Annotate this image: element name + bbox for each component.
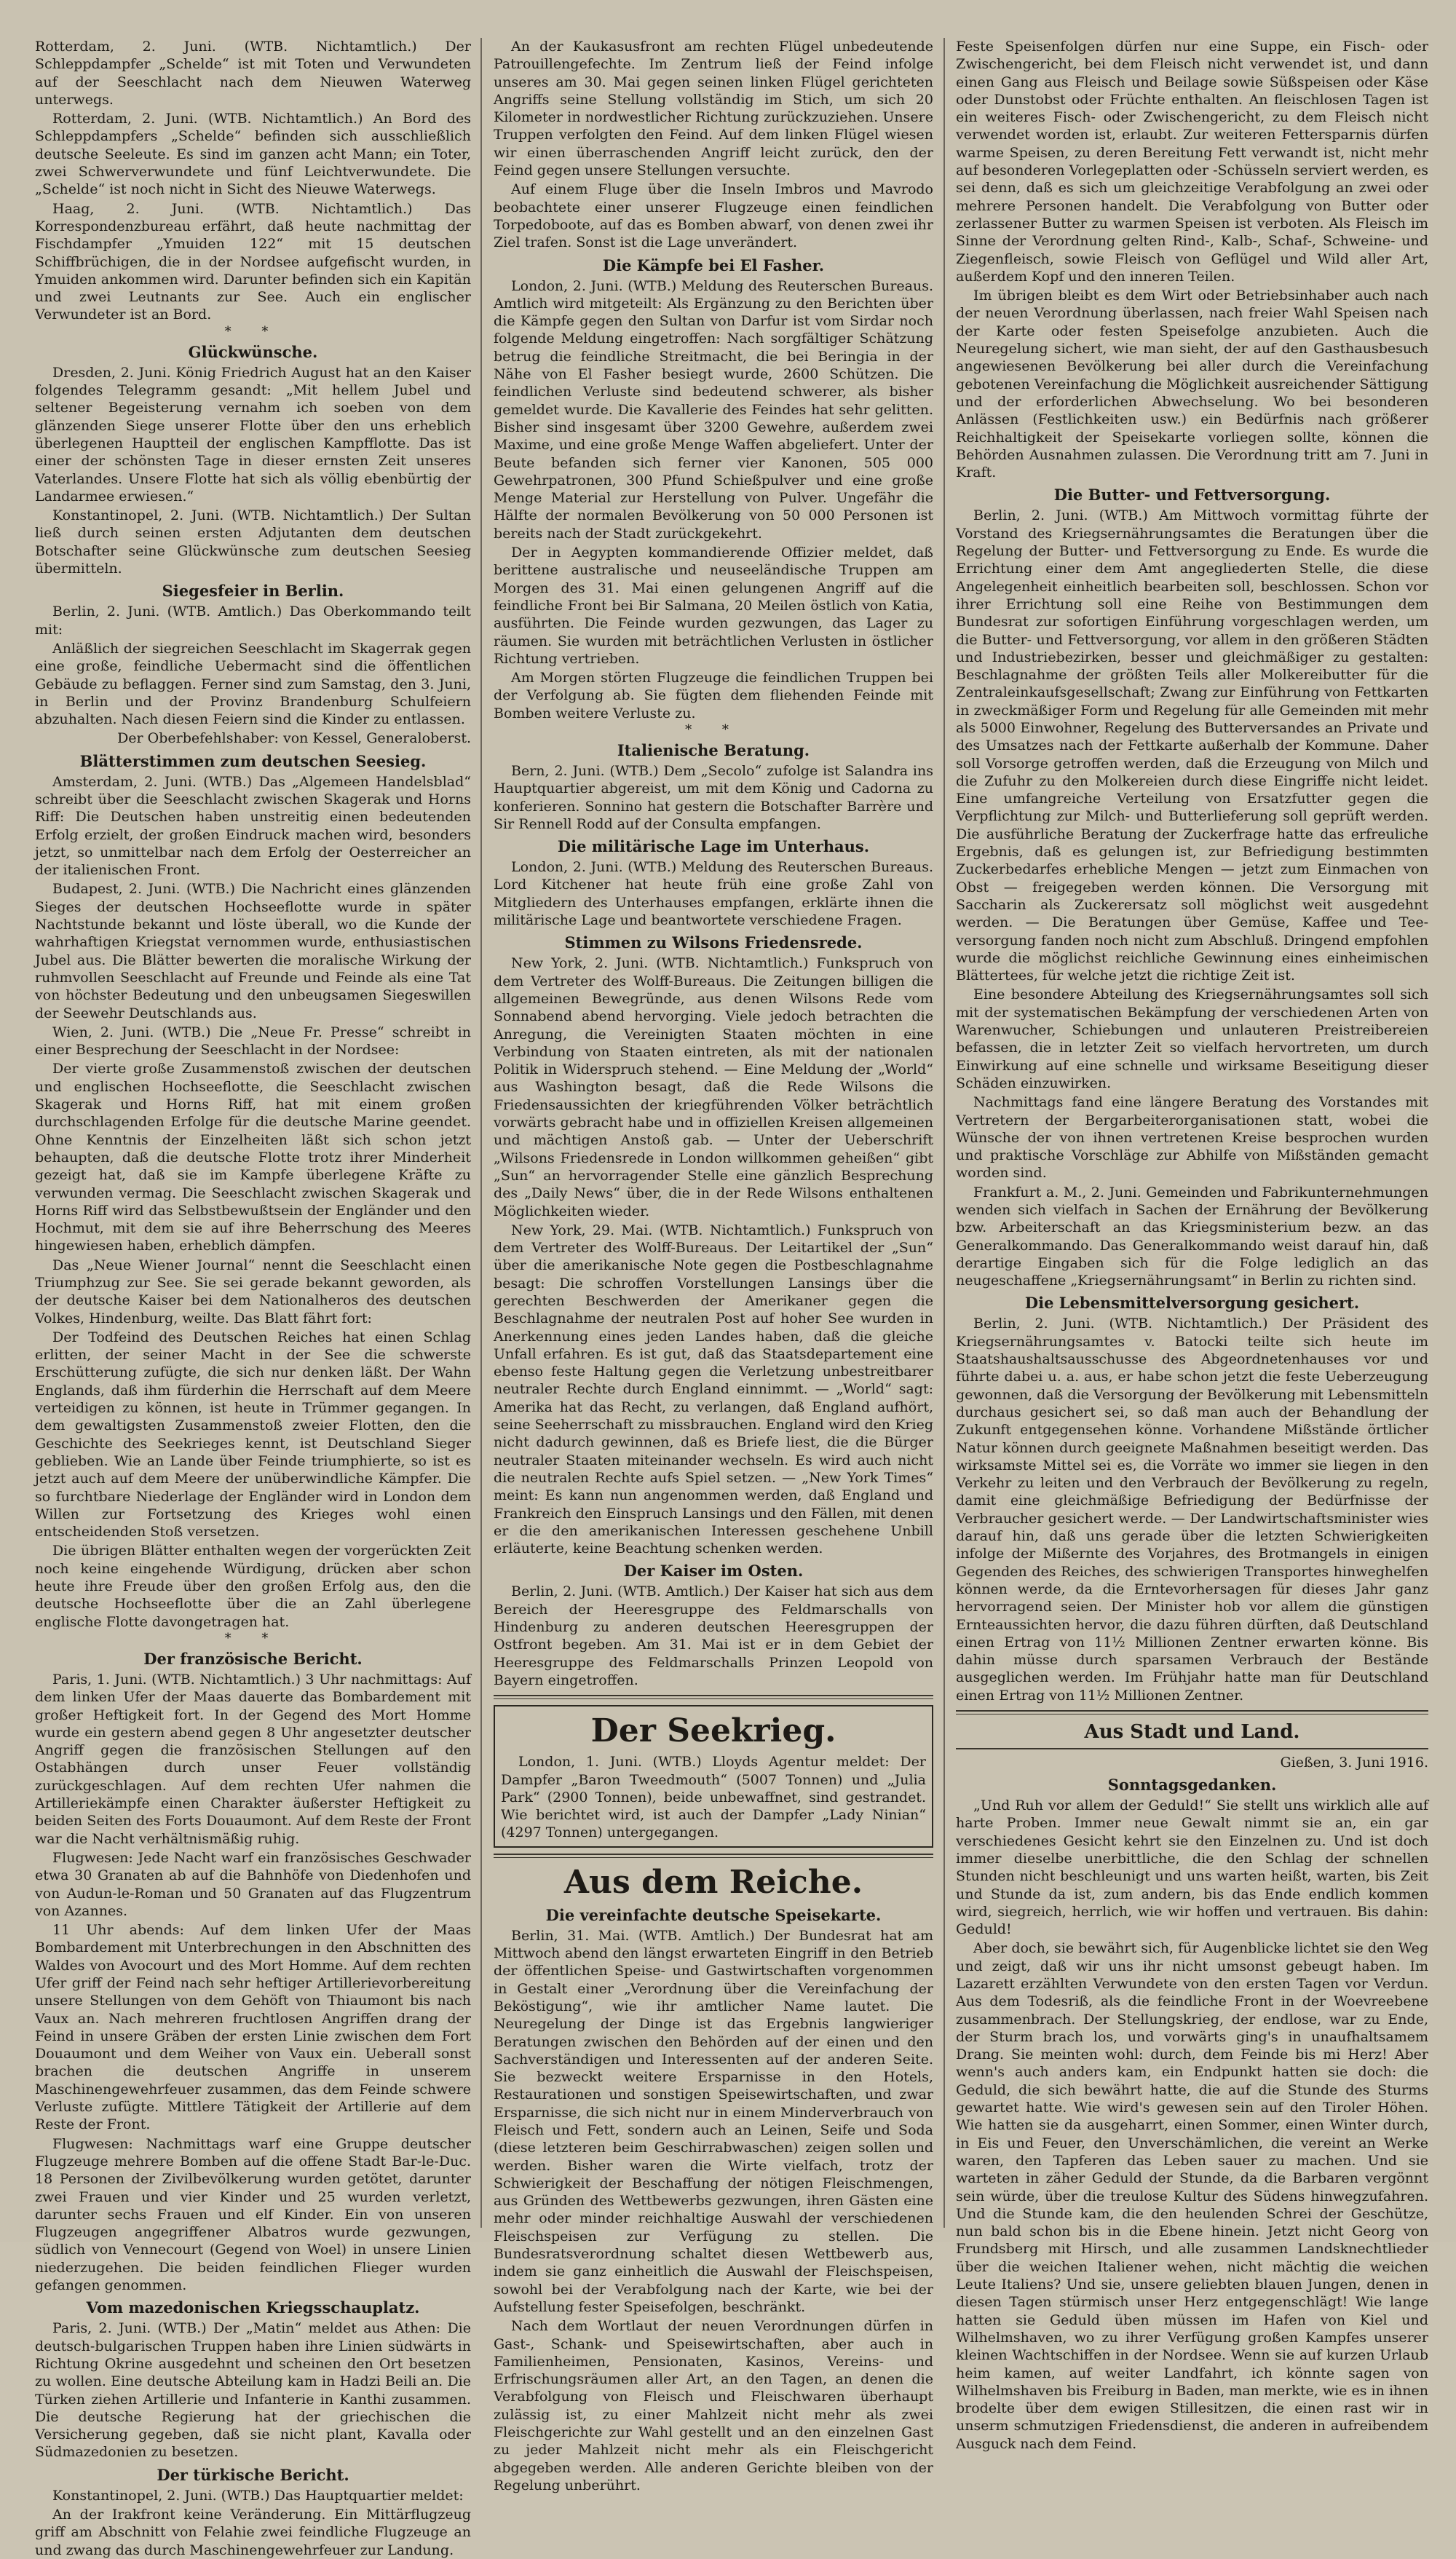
article-paragraph: Der vierte große Zusammenstoß zwischen der deutschen und englischen Hochseeflotte, die Seeschlacht zwischen Skagerak und Horns Riff, hat mit einem großen durchschlagenden Erfolge für die deutsche Marine geendet. Ohne Kenntnis der Einzelheiten läßt sich schon jetzt behaupten, daß die deutsche Flotte trotz ihrer Minderheit gezeigt hat, daß sie im Kampfe überlegene Kräfte zu verwunden vermag. Die Seeschlacht zwischen Skagerak und Horns Riff wird das Selbstbewußtsein der Engländer und den Hochmut, mit dem sie auf ihre Beherrschung des Meeres hingewiesen haben, erheblich dämpfen.	[35, 1061, 471, 1254]
separator-stars: * *	[685, 721, 742, 737]
headline-blaetterstimmen: Blätterstimmen zum deutschen Seesieg.	[79, 751, 427, 770]
article-paragraph: Flugwesen: Jede Nacht warf ein französisches Geschwader etwa 30 Granaten ab auf die Bahnhöfe von Diedenhofen und von Audun-le-Roman und 50 Granaten auf das Flugzentrum von Azannes.	[35, 1849, 471, 1919]
article-paragraph: Rotterdam, 2. Juni. (WTB. Nichtamtlich.) Der Schleppdampfer „Schelde“ ist mit Toten und Verwundeten auf der Seeschlacht nach dem Nieuwen Waterweg unterwegs.	[35, 39, 471, 108]
section-rule	[494, 1695, 933, 1699]
seekrieg-box	[494, 1705, 933, 1847]
article-paragraph: London, 2. Juni. (WTB.) Meldung des Reuterschen Bureaus. Lord Kitchener hat heute früh eine große Zahl von Mitgliedern des Unterhauses empfangen, erklärte ihnen die militärische Lage und beantwortete verschiedene Fragen.	[494, 859, 933, 929]
article-paragraph: Haag, 2. Juni. (WTB. Nichtamtlich.) Das Korrespondenzbureau erfährt, daß heute nachmittag der Fischdampfer „Ymuiden 122“ mit 15 deutschen Schiffbrüchigen, die in der Nordsee aufgefischt wurden, in Ymuiden ankommen wird. Darunter befinden sich ein Kapitän und zwei Leutnants zur See. Auch ein englischer Verwundeter ist an Bord.	[35, 200, 471, 323]
headline-kaiser-im-osten: Der Kaiser im Osten.	[623, 1562, 804, 1581]
article-paragraph: Wien, 2. Juni. (WTB.) Die „Neue Fr. Presse“ schreibt in einer Besprechung der Seeschlacht in der Nordsee:	[35, 1024, 471, 1059]
headline-glueckwuensche: Glückwünsche.	[188, 342, 318, 361]
article-paragraph: An der Kaukasusfront am rechten Flügel unbedeutende Patrouillengefechte. Im Zentrum ließ der Feind infolge unseres am 30. Mai gegen seinen linken Flügel gerichteten Angriffs seine Stellung vollständig im Stich, um sich 20 Kilometer in nordwestlicher Richtung zurückzuziehen. Unsere Truppen verfolgten den Feind. Auf dem linken Flügel wiesen wir einen überraschenden Angriff leicht zurück, den der Feind gegen unsere Stellungen versuchte.	[494, 39, 933, 179]
section-rule	[956, 1710, 1428, 1714]
article-paragraph: Der Todfeind des Deutschen Reiches hat einen Schlag erlitten, der seiner Macht in der See die schwerste Erschütterung zufügte, die sich nur denken läßt. Der Wahn Englands, daß ihm fürderhin die Herrschaft auf dem Meere verteidigen zu können, ist heute in Trümmer gegangen. In dem gewaltigsten Zusammenstoß zweier Flotten, den die Geschichte des Seekrieges kennt, ist Deutschland Sieger geblieben. Wie an Lande über Feinde triumphierte, so ist es jetzt auch auf dem Meere der unüberwindliche Kämpfer. Die so furchtbare Niederlage der Engländer wird in London dem Willen zur Fortsetzung des Krieges wohl einen entscheidenden Stoß versetzen.	[35, 1329, 471, 1540]
headline-mazedonien: Vom mazedonischen Kriegsschauplatz.	[86, 2298, 420, 2317]
article-paragraph: Im übrigen bleibt es dem Wirt oder Betriebsinhaber auch nach der neuen Verordnung überlassen, nach freier Wahl Speisen nach der Karte oder festen Speisefolge anzubieten. Auch die Neuregelung sichert, wie man sieht, der auf den Gasthausbesuch angewiesenen Bevölkerung bei aller durch die Vereinfachung gebotenen Vereinfachung die Möglichkeit ausreichender Sättigung und der erforderlichen Abwechselung. Wo bei besonderen Anlässen (Festlichkeiten usw.) ein Bedürfnis nach größerer Reichhaltigkeit der Speisekarte vorliegen sollte, können die Behörden Ausnahmen zulassen. Die Verordnung tritt am 7. Juni in Kraft.	[956, 288, 1428, 481]
headline-speisekarte: Die vereinfachte deutsche Speisekarte.	[545, 1905, 882, 1924]
article-paragraph: Eine besondere Abteilung des Kriegsernährungsamtes soll sich mit der systematischen Bekämpfung der verschiedenen Arten von Warenwucher, Schiebungen und unlauteren Preistreibereien befassen, die in letzter Zeit so vielfach hervortreten, um durch Einwirkung auf eine schnelle und wirksame Beseitigung dieser Schäden einzuwirken.	[956, 986, 1428, 1091]
section-rule	[956, 1748, 1428, 1749]
headline-stadt-und-land: Aus Stadt und Land.	[1084, 1721, 1300, 1744]
article-paragraph: New York, 29. Mai. (WTB. Nichtamtlich.) Funkspruch von dem Vertreter des Wolff-Bureaus. Der Leitartikel der „Sun“ über die amerikanische Note gegen die Postbeschlagnahme besagt: Die schroffen Vorstellungen Lansings über die gerechten Beschwerden der Amerikaner gegen die Beschlagnahme der neutralen Post auf hoher See wurden in Anerkennung eines jeden Landes haben, daß die gleiche Unfall erfahren. Es ist gut, daß das Staatsdepartement eine ebenso feste Haltung gegen die Verletzung unbestreitbarer neutraler Rechte durch England einnimmt. — „World“ sagt: Amerika hat das Recht, zu verlangen, daß England aufhört, seine Seeherrschaft zu missbrauchen. England wird den Krieg nicht dadurch gewinnen, daß es Briefe liest, die die Bürger neutraler Staaten miteinander wechseln. Es wird auch nicht die neutralen Rechte aufs Spiel setzen. — „New York Times“ meint: Es kann nun angenommen werden, daß England und Frankreich den Einspruch Lansings und den Fällen, mit denen er die den amerikanischen Interessen geschehene Unbill erläuterte, keine Beachtung schenken werden.	[494, 1222, 933, 1557]
article-paragraph: Feste Speisenfolgen dürfen nur eine Suppe, ein Fisch- oder Zwischengericht, bei dem Fleisch nicht verwendet ist, und dann einen Gang aus Fleisch und Beilage sowie Süßspeisen oder Käse oder Dunstobst oder Früchte enthalten. An fleischlosen Tagen ist ein weiteres Fisch- oder Zwischengericht, zu dem Fleisch nicht verwendet worden ist, erlaubt. Zur weiteren Fettersparnis dürfen warme Speisen, zu deren Bereitung Fett verwandt ist, nicht mehr auf besonderen Vorlegeplatten oder -Schüsseln serviert werden, es sei denn, daß es sich um gleichzeitige Verabfolgung an zwei oder mehrere Personen handelt. Die Verabfolgung von Butter oder zerlassener Butter zu warmen Speisen ist verboten. Als Fleisch im Sinne der Verordnung gelten Rind-, Kalb-, Schaf-, Schweine- und Ziegenfleisch, sowie Fleisch von Geflügel und Wild aller Art, außerdem Kopf und den inneren Teilen.	[956, 39, 1428, 285]
headline-butter-fett: Die Butter- und Fettversorgung.	[1053, 486, 1331, 505]
article-paragraph: „Und Ruh vor allem der Geduld!“ Sie stellt uns wirklich alle auf harte Proben. Immer neue Gewalt nimmt sie an, ein gar verschiedenes Gesicht kehrt sie den Einzelnen zu. Und ist doch immer dieselbe unerbittliche, die den Schlag der schnellen Stunden nicht beschleunigt und uns warten heißt, warten, bis Zeit und Stunde da ist, zum andern, bis das Ende endlich kommen wird, siegreich, herrlich, wie wir hoffen und vertrauen. Bis dahin: Geduld!	[956, 1797, 1428, 1938]
article-paragraph: Konstantinopel, 2. Juni. (WTB. Nichtamtlich.) Der Sultan ließ durch seinen ersten Adjutanten dem deutschen Botschafter seine Glückwünsche zum deutschen Seesieg übermitteln.	[35, 507, 471, 577]
headline-siegesfeier: Siegesfeier in Berlin.	[162, 582, 344, 601]
column-2	[488, 38, 939, 2493]
section-rule	[494, 1854, 933, 1858]
headline-sonntagsgedanken: Sonntagsgedanken.	[1107, 1776, 1277, 1795]
column-3	[950, 38, 1434, 2452]
signature-line: Der Oberbefehlshaber: von Kessel, Generaloberst.	[117, 730, 471, 747]
article-paragraph: London, 1. Juni. (WTB.) Lloyds Agentur meldet: Der Dampfer „Baron Tweedmouth“ (5007 Tonnen) und „Julia Park“ (2900 Tonnen), beide unbewaffnet, sind gestrandet. Wie berichtet wird, ist auch der Dampfer „Lady Ninian“ (4297 Tonnen) untergegangen.	[501, 1754, 926, 1841]
article-paragraph: Paris, 2. Juni. (WTB.) Der „Matin“ meldet aus Athen: Die deutsch-bulgarischen Truppen haben ihre Linien südwärts in Richtung Okrine ausgedehnt und scheinen den Ort besetzen zu wollen. Eine deutsche Abteilung kam in Hadzi Beili an. Die Türken ziehen Artillerie und Infanterie in Kanthi zusammen. Die deutsche Regierung hat der griechischen die Versicherung gegeben, daß sie nicht plant, Kavalla oder Südmazedonien zu besetzen.	[35, 2320, 471, 2461]
headline-el-fasher: Die Kämpfe bei El Fasher.	[602, 256, 825, 274]
article-paragraph: Berlin, 2. Juni. (WTB. Amtlich.) Der Kaiser hat sich aus dem Bereich der Heeresgruppe des Feldmarschalls von Hindenburg zu anderen deutschen Heeresgruppen der Ostfront begeben. Am 31. Mai ist er in dem Gebiet der Heeresgruppe des Feldmarschalls Prinzen Leopold von Bayern eingetroffen.	[494, 1583, 933, 1688]
article-paragraph: London, 2. Juni. (WTB.) Meldung des Reuterschen Bureaus. Amtlich wird mitgeteilt: Als Ergänzung zu den Berichten über die Kämpfe gegen den Sultan von Darfur ist vom Sirdar noch folgende Meldung eingetroffen: Nach sorgfältiger Schätzung betrug die feindliche Streitmacht, die bei Beringia in der Nähe von El Fasher besiegt wurde, 2600 Schützen. Die feindlichen Verluste sind bedeutend schwerer, als bisher gemeldet wurde. Die Kavallerie des Feindes hat sehr gelitten. Bisher sind insgesamt über 3200 Gewehre, außerdem zwei Maxime, und eine große Menge Waffen abgeliefert. Unter der Beute befanden sich ferner vier Kanonen, 505 000 Gewehrpatronen, 300 Pfund Schießpulver und eine große Menge Material zur Herstellung von Pulver. Ungefähr die Hälfte der normalen Bevölkerung von 50 000 Personen ist bereits nach der Stadt zurückgekehrt.	[494, 277, 933, 542]
article-paragraph: Paris, 1. Juni. (WTB. Nichtamtlich.) 3 Uhr nachmittags: Auf dem linken Ufer der Maas dauerte das Bombardement mit großer Heftigkeit fort. In der Gegend des Mort Homme wurde ein gestern abend gegen 8 Uhr angesetzter deutscher Angriff gegen die französischen Stellungen auf den Ostabhängen durch unser Feuer vollständig zurückgeschlagen. Auf dem rechten Ufer nahmen die Artilleriekämpfe einen Charakter äußerster Heftigkeit zu beiden Seiten des Forts Douaumont. Auf dem Reste der Front war die Nacht verhältnismäßig ruhig.	[35, 1671, 471, 1847]
separator-stars: * *	[224, 323, 282, 339]
article-paragraph: Frankfurt a. M., 2. Juni. Gemeinden und Fabrikunternehmungen wenden sich vielfach in Sachen der Ernährung der Bevölkerung bzw. Arbeiterschaft an das Kriegsministerium bezw. an das Generalkommando. Das Generalkommando weist darauf hin, daß derartige Eingaben sich für die Folge lediglich an das neugeschaffene „Kriegsernährungsamt“ in Berlin zu richten sind.	[956, 1184, 1428, 1289]
article-paragraph: Aber doch, sie bewährt sich, für Augenblicke lichtet sie den Weg und zeigt, daß wir uns ihr nicht umsonst gebeugt haben. Im Lazarett erzählten Verwundete von den ersten Tagen vor Verdun. Aus dem Todesriß, als die feindliche Front in der Woevreebene zusammenbrach. Der Stellungskrieg, der endlose, war zu Ende, der Sturm brach los, und vorwärts ging's in unaufhaltsamem Drang. Sie meinten wohl: durch, dem Feinde bis mi Herz! Aber wenn's auch anders kam, ein Endpunkt hatten sie doch: die Geduld, die sich bewährt hatte, die auf die Stunde des Sturms gewartet hatte. Wie wird's gewesen sein auf den Tiroler Höhen. Wie hatten sie da ausgeharrt, einen Sommer, einen Winter durch, in Eis und Feuer, den Unverschämlichen, die vereint an Werke waren, den Tapferen das Leben sauer zu machen. Und sie warteten in zäher Geduld der Stunde, da die Barbaren vergönnt sein würde, über die treulose Kultur des Südens hinwegzufahren. Und die Stunde kam, die den heulenden Schrei der Geschütze, nun bald schon bis in die Ebene hinein. Jetzt nicht Georg von Frundsberg mit Hirsch, und alle zusammen Landsknechtlieder über die weichen Italiener wehen, nicht mächtig die weichen Leute Italiens? Und sie, unsere geliebten blauen Jungen, denen in diesen Tagen stürmisch unser Herz entgegenschlägt! Wie lange hatten sie Geduld üben müssen im Hafen von Kiel und Wilhelmshaven, wo zu ihrer Verfügung großen Kampfes unserer kleinen Wachtschiffen in der Nordsee. Wenn sie auf kurzen Urlaub heim kamen, auf weiter Landfahrt, ich könnte sagen von Wilhelmshaven bis Freiburg in Baden, man merkte, wie es in ihnen brodelte über dem ewigen Stillesitzen, die einen rast wir in unserm schmutzigen Friedensdienst, die anderen in aufreibendem Ausguck nach dem Feind.	[956, 1940, 1428, 2452]
article-paragraph: Berlin, 2. Juni. (WTB. Amtlich.) Das Oberkommando teilt mit:	[35, 604, 471, 638]
headline-lebensmittel: Die Lebensmittelversorgung gesichert.	[1024, 1294, 1360, 1313]
article-paragraph: Budapest, 2. Juni. (WTB.) Die Nachricht eines glänzenden Sieges der deutschen Hochseeflotte wurde in später Nachtstunde bekannt und löste überall, wo die Kunde der wahrhaftigen Kriegstat vernommen wurde, enthusiastischen Jubel aus. Die Blätter bewerten die moralische Wirkung der ruhmvollen Seeschlacht auf Freunde und Feinde als eine Tat von höchster Bedeutung und den unbeugsamen Siegeswillen der Seewehr Deutschlands aus.	[35, 881, 471, 1021]
article-paragraph: Die übrigen Blätter enthalten wegen der vorgerückten Zeit noch keine eingehende Würdigung, drücken aber schon heute ihre Freude über den großen Erfolg aus, den die deutsche Hochseeflotte über die an Zahl überlegene englische Flotte davongetragen hat.	[35, 1543, 471, 1630]
headline-tuerkischer-bericht: Der türkische Bericht.	[157, 2465, 349, 2484]
column-rule	[480, 38, 482, 2228]
headline-seekrieg: Der Seekrieg.	[590, 1712, 836, 1750]
article-paragraph: Amsterdam, 2. Juni. (WTB.) Das „Algemeen Handelsblad“ schreibt über die Seeschlacht zwischen Skagerak und Horns Riff: Die Deutschen haben unstreitig einen bedeutenden Erfolg erzielt, der großen Eindruck machen wird, besonders jetzt, so unmittelbar nach dem Erfolg der Oesterreicher an der italienischen Front.	[35, 773, 471, 879]
column-1	[29, 38, 477, 2558]
article-paragraph: Berlin, 2. Juni. (WTB. Nichtamtlich.) Der Präsident des Kriegsernährungsamtes v. Batocki teilte sich heute im Staatshaushaltsausschusse des Abgeordnetenhauses vor und führte dabei u. a. aus, er habe schon jetzt die feste Ueberzeugung gewonnen, daß die Versorgung der Bevölkerung mit Lebensmitteln durchaus gesichert sei, so daß man auch der Behandlung der Zukunft entgegensehen könne. Vorhandene Mißstände örtlicher Natur können durch geeignete Maßnahmen beseitigt werden. Das wirksamste Mittel sei es, die Vorräte wo immer sie liegen in den Verkehr zu leiten und den Verbrauch der Bevölkerung zu regeln, damit eine gleichmäßige Befriedigung der Bedürfnisse der Verbraucher gesichert werde. — Der Landwirtschaftsminister wies darauf hin, daß uns gerade über die letzten Schwierigkeiten infolge der Mißernte des Vorjahres, des Brotmangels in einigen Gegenden des Reiches, des schwierigen Transportes hinweghelfen können werde, da die Erntevorhersagen für dieses Jahr ganz hervorragend seien. Der Minister hob vor allem die günstigen Ernteaussichten hervor, die dazu führen dürften, daß Deutschland einen Ertrag von 11½ Millionen Zentner erwarten könne. Bis dahin müsse durch sparsamen Verbrauch der Bestände ausgeglichen werden. Im Frühjahr hatte man für Deutschland einen Ertrag von 11½ Millionen Zentner.	[956, 1316, 1428, 1704]
headline-franzoesischer-bericht: Der französische Bericht.	[143, 1649, 363, 1668]
article-paragraph: Der in Aegypten kommandierende Offizier meldet, daß berittene australische und neuseeländische Truppen am Morgen des 31. Mai einen gelungenen Angriff auf die feindliche Front bei Bir Salmana, 20 Meilen östlich von Katia, ausführten. Die Feinde wurden gezwungen, das Lager zu räumen. Sie wurden mit beträchtlichen Verlusten in östlicher Richtung vertrieben.	[494, 545, 933, 667]
article-paragraph: Flugwesen: Nachmittags warf eine Gruppe deutscher Flugzeuge mehrere Bomben auf die offene Stadt Bar-le-Duc. 18 Personen der Zivilbevölkerung wurden getötet, darunter zwei Frauen und vier Kinder und 25 wurden verletzt, darunter sechs Frauen und elf Kinder. Ein von unseren Flugzeugen angegriffener Albatros wurde gezwungen, südlich von Vennecourt (Gegend von Woel) in unsere Linien niederzugehen. Die beiden feindlichen Flieger wurden gefangen genommen.	[35, 2135, 471, 2294]
article-paragraph: Konstantinopel, 2. Juni. (WTB.) Das Hauptquartier meldet:	[52, 2487, 464, 2504]
headline-wilson: Stimmen zu Wilsons Friedensrede.	[564, 933, 863, 952]
headline-unterhaus: Die militärische Lage im Unterhaus.	[557, 837, 870, 856]
article-paragraph: Nach dem Wortlaut der neuen Verordnungen dürfen in Gast-, Schank- und Speisewirtschaften, aber auch in Familienheimen, Pensionaten, Kasinos, Vereins- und Erfrischungsräumen aller Art, an den Tagen, an denen die Verabfolgung von Fleisch und Fleischwaren überhaupt zulässig ist, zu einer Mahlzeit nicht mehr als zwei Fleischgerichte zur Wahl gestellt und an den einzelnen Gast zu jeder Mahlzeit nicht mehr als ein Fleischgericht abgegeben werden. Alle anderen Gerichte bleiben von der Regelung unberührt.	[494, 2318, 933, 2493]
headline-aus-dem-reiche: Aus dem Reiche.	[563, 1863, 863, 1901]
article-paragraph: Bern, 2. Juni. (WTB.) Dem „Secolo“ zufolge ist Salandra ins Hauptquartier abgereist, um mit dem König und Cadorna zu konferieren. Sonnino hat gestern die Botschafter Barrère und Sir Rennell Rodd auf der Consulta empfangen.	[494, 762, 933, 832]
article-paragraph: Nachmittags fand eine längere Beratung des Vorstandes mit Vertretern der Bergarbeiterorganisationen statt, wobei die Wünsche der von ihnen vertretenen Kreise besprochen wurden und praktische Vorschläge zur Abhilfe von Mißständen gemacht worden sind.	[956, 1094, 1428, 1182]
article-paragraph: Anläßlich der siegreichen Seeschlacht im Skagerrak gegen eine große, feindliche Uebermacht sind die öffentlichen Gebäude zu beflaggen. Ferner sind zum Samstag, den 3. Juni, in Berlin und der Provinz Brandenburg Schulfeiern abzuhalten. Nach diesen Feiern sind die Kinder zu entlassen.	[35, 640, 471, 728]
article-paragraph: Berlin, 31. Mai. (WTB. Amtlich.) Der Bundesrat hat am Mittwoch abend den längst erwarteten Eingriff in den Betrieb der öffentlichen Speise- und Gastwirtschaften vorgenommen in Gestalt einer „Verordnung über die Vereinfachung der Beköstigung“, wie ihr amtlicher Name lautet. Die Neuregelung der Dinge ist das Ergebnis langwieriger Beratungen zwischen den Behörden auf der einen und den Sachverständigen und Interessenten auf der anderen Seite. Sie bezweckt weitere Ersparnisse in den Hotels, Restaurationen und sonstigen Speisewirtschaften, und zwar Ersparnisse, die sich nicht nur in einem Minderverbrauch von Fleisch und Fett, sondern auch an Leinen, Seife und Soda (diese letzteren beim Geschirrabwaschen) zeigen sollen und werden. Bisher waren die Wirte vielfach, trotz der Schwierigkeit der Beschaffung der nötigen Fleischmengen, aus Gründen des Wettbewerbs gezwungen, ihren Gästen eine mehr oder minder reichhaltige Auswahl der verschiedenen Fleischspeisen zur Verfügung zu stellen. Die Bundesratsverordnung schaltet diesen Wettbewerb aus, indem sie ganz einheitlich die Auswahl der Fleischspeisen, sowohl bei der Verabfolgung nach der Karte, wie bei der Aufstellung fester Speisefolgen, beschränkt.	[494, 1927, 933, 2315]
article-paragraph: Das „Neue Wiener Journal“ nennt die Seeschlacht einen Triumphzug zur See. Sie sei gerade bekannt geworden, als der deutsche Kaiser bei dem Nationalheros des deutschen Volkes, Hindenburg, weilte. Das Blatt fährt fort:	[35, 1257, 471, 1326]
column-rule	[943, 38, 945, 2228]
article-paragraph: Berlin, 2. Juni. (WTB.) Am Mittwoch vormittag führte der Vorstand des Kriegsernährungsamtes die Beratungen über die Regelung der Butter- und Fettversorgung zu Ende. Es wurde die Errichtung einer dem Amt angegliederten Stelle, die diese Angelegenheit einheitlich bearbeiten soll, beschlossen. Schon vor ihrer Errichtung soll eine Reihe von Bestimmungen dem Bundesrat zur sofortigen Einführung vorgeschlagen werden, um die Butter- und Fettversorgung, vor allem in den größeren Städten und Industriebezirken, besser und gleichmäßiger zu gestalten: Beschlagnahme der größten Teils aller Molkereibutter für die Zentraleinkaufsgesellschaft; Zwang zur Einführung von Fettkarten in zweckmäßiger Form und Regelung für alle Gemeinden mit mehr als 5000 Einwohner, Regelung des Butterversandes an Private und des Umsatzes nach der Fettkarte außerhalb der Kommune. Daher soll Vorsorge getroffen werden, daß die Erzeugung von Milch und die Zufuhr zu den Molkereien durch diese Eingriffe nicht leidet. Eine umfangreiche Verteilung von Ersatzfutter gegen die Verpflichtung zur Milch- und Butterlieferung soll geprüft werden. Die ausführliche Beratung der Zuckerfrage hatte das erfreuliche Ergebnis, daß es gelungen ist, zur Befriedigung bestimmten Zuckerbedarfes erhebliche Mengen — jetzt zum Einmachen von Obst — freigegeben werden können. Die Versorgung mit Saccharin als Zuckerersatz soll möglichst weit ausgedehnt werden. — Die Beratungen über Gemüse, Kaffee und Tee-versorgung fanden noch nicht zum Abschluß. Dringend empfohlen wurde die möglichst reichliche Gewinnung eines einheimischen Blättertees, für welche jetzt die richtige Zeit ist.	[956, 507, 1428, 984]
article-paragraph: Auf einem Fluge über die Inseln Imbros und Mavrodo beobachtete einer unserer Flugzeuge einen feindlichen Torpedoboote, auf das es Bomben abwarf, von denen zwei ihr Ziel trafen. Sonst ist die Lage unverändert.	[494, 181, 933, 251]
article-paragraph: Rotterdam, 2. Juni. (WTB. Nichtamtlich.) An Bord des Schleppdampfers „Schelde“ befinden sich ausschließlich deutsche Seeleute. Es sind im ganzen acht Mann; ein Toter, zwei Schwerverwundete und fünf Leichtverwundete. Die „Schelde“ ist noch nicht in Sicht des Nieuwe Waterwegs.	[35, 111, 471, 198]
dateline: Gießen, 3. Juni 1916.	[1280, 1755, 1428, 1771]
headline-italienische-beratung: Italienische Beratung.	[617, 740, 810, 759]
article-paragraph: 11 Uhr abends: Auf dem linken Ufer der Maas Bombardement mit Unterbrechungen in den Abschnitten des Waldes von Avocourt und des Mort Homme. Auf dem rechten Ufer griff der Feind nach sehr heftiger Artillerievorbereitung unsere Stellungen von dem Gehöft von Thiaumont bis nach Vaux an. Nach mehreren fruchtlosen Angriffen drang der Feind in unsere Gräben der ersten Linie zwischen dem Fort Douaumont und dem Weiher von Vaux ein. Ueberall sonst brachen die deutschen Angriffe in unserem Maschinengewehrfeuer zusammen, das dem Feinde schwere Verluste zufügte. Mittlere Tätigkeit der Artillerie auf dem Reste der Front.	[35, 1922, 471, 2133]
article-paragraph: Dresden, 2. Juni. König Friedrich August hat an den Kaiser folgendes Telegramm gesandt: „Mit hellem Jubel und seltener Begeisterung vernahm ich soeben von dem glänzenden Siege unserer Flotte über den uns erheblich überlegenen Hauptteil der englischen Kampfflotte. Das ist einer der schönsten Tage in dieser ernsten Zeit unseres Vaterlandes. Unsere Flotte hat sich als völlig ebenbürtig der Landarmee erwiesen.“	[35, 364, 471, 505]
article-paragraph: Am Morgen störten Flugzeuge die feindlichen Truppen bei der Verfolgung ab. Sie fügten dem fliehenden Feinde mit Bomben weitere Verluste zu.	[494, 670, 933, 721]
separator-stars: * *	[224, 1630, 282, 1646]
article-paragraph: New York, 2. Juni. (WTB. Nichtamtlich.) Funkspruch von dem Vertreter des Wolff-Bureaus. Die Zeitungen billigen die allgemeinen Bewegründe, aus denen Wilsons Rede vom Sonnabend abend hervorging. Viele jedoch betrachten die Anregung, die Vereinigten Staaten möchten in eine Verbindung von Staaten eintreten, als mit der nationalen Politik in Widerspruch stehend. — Eine Meldung der „World“ aus Washington besagt, daß die Rede Wilsons die Friedensaussichten der kriegführenden Völker beträchtlich vorwärts gebracht habe und in offiziellen Kreisen allgemeinen und mächtigen Anstoß gab. — Unter der Ueberschrift „Wilsons Friedensrede in London willkommen geheißen“ gibt „Sun“ an hervorragender Stelle eine gänzlich Besprechung des „Daily News“ über, die in der Rede Wilsons enthaltenen Möglichkeiten wieder.	[494, 955, 933, 1219]
article-paragraph: An der Irakfront keine Veränderung. Ein Mittärflugzeug griff am Abschnitt von Felahie zwei feindliche Flugzeuge an und zwang das durch Maschinengewehrfeuer zur Landung.	[35, 2507, 471, 2558]
